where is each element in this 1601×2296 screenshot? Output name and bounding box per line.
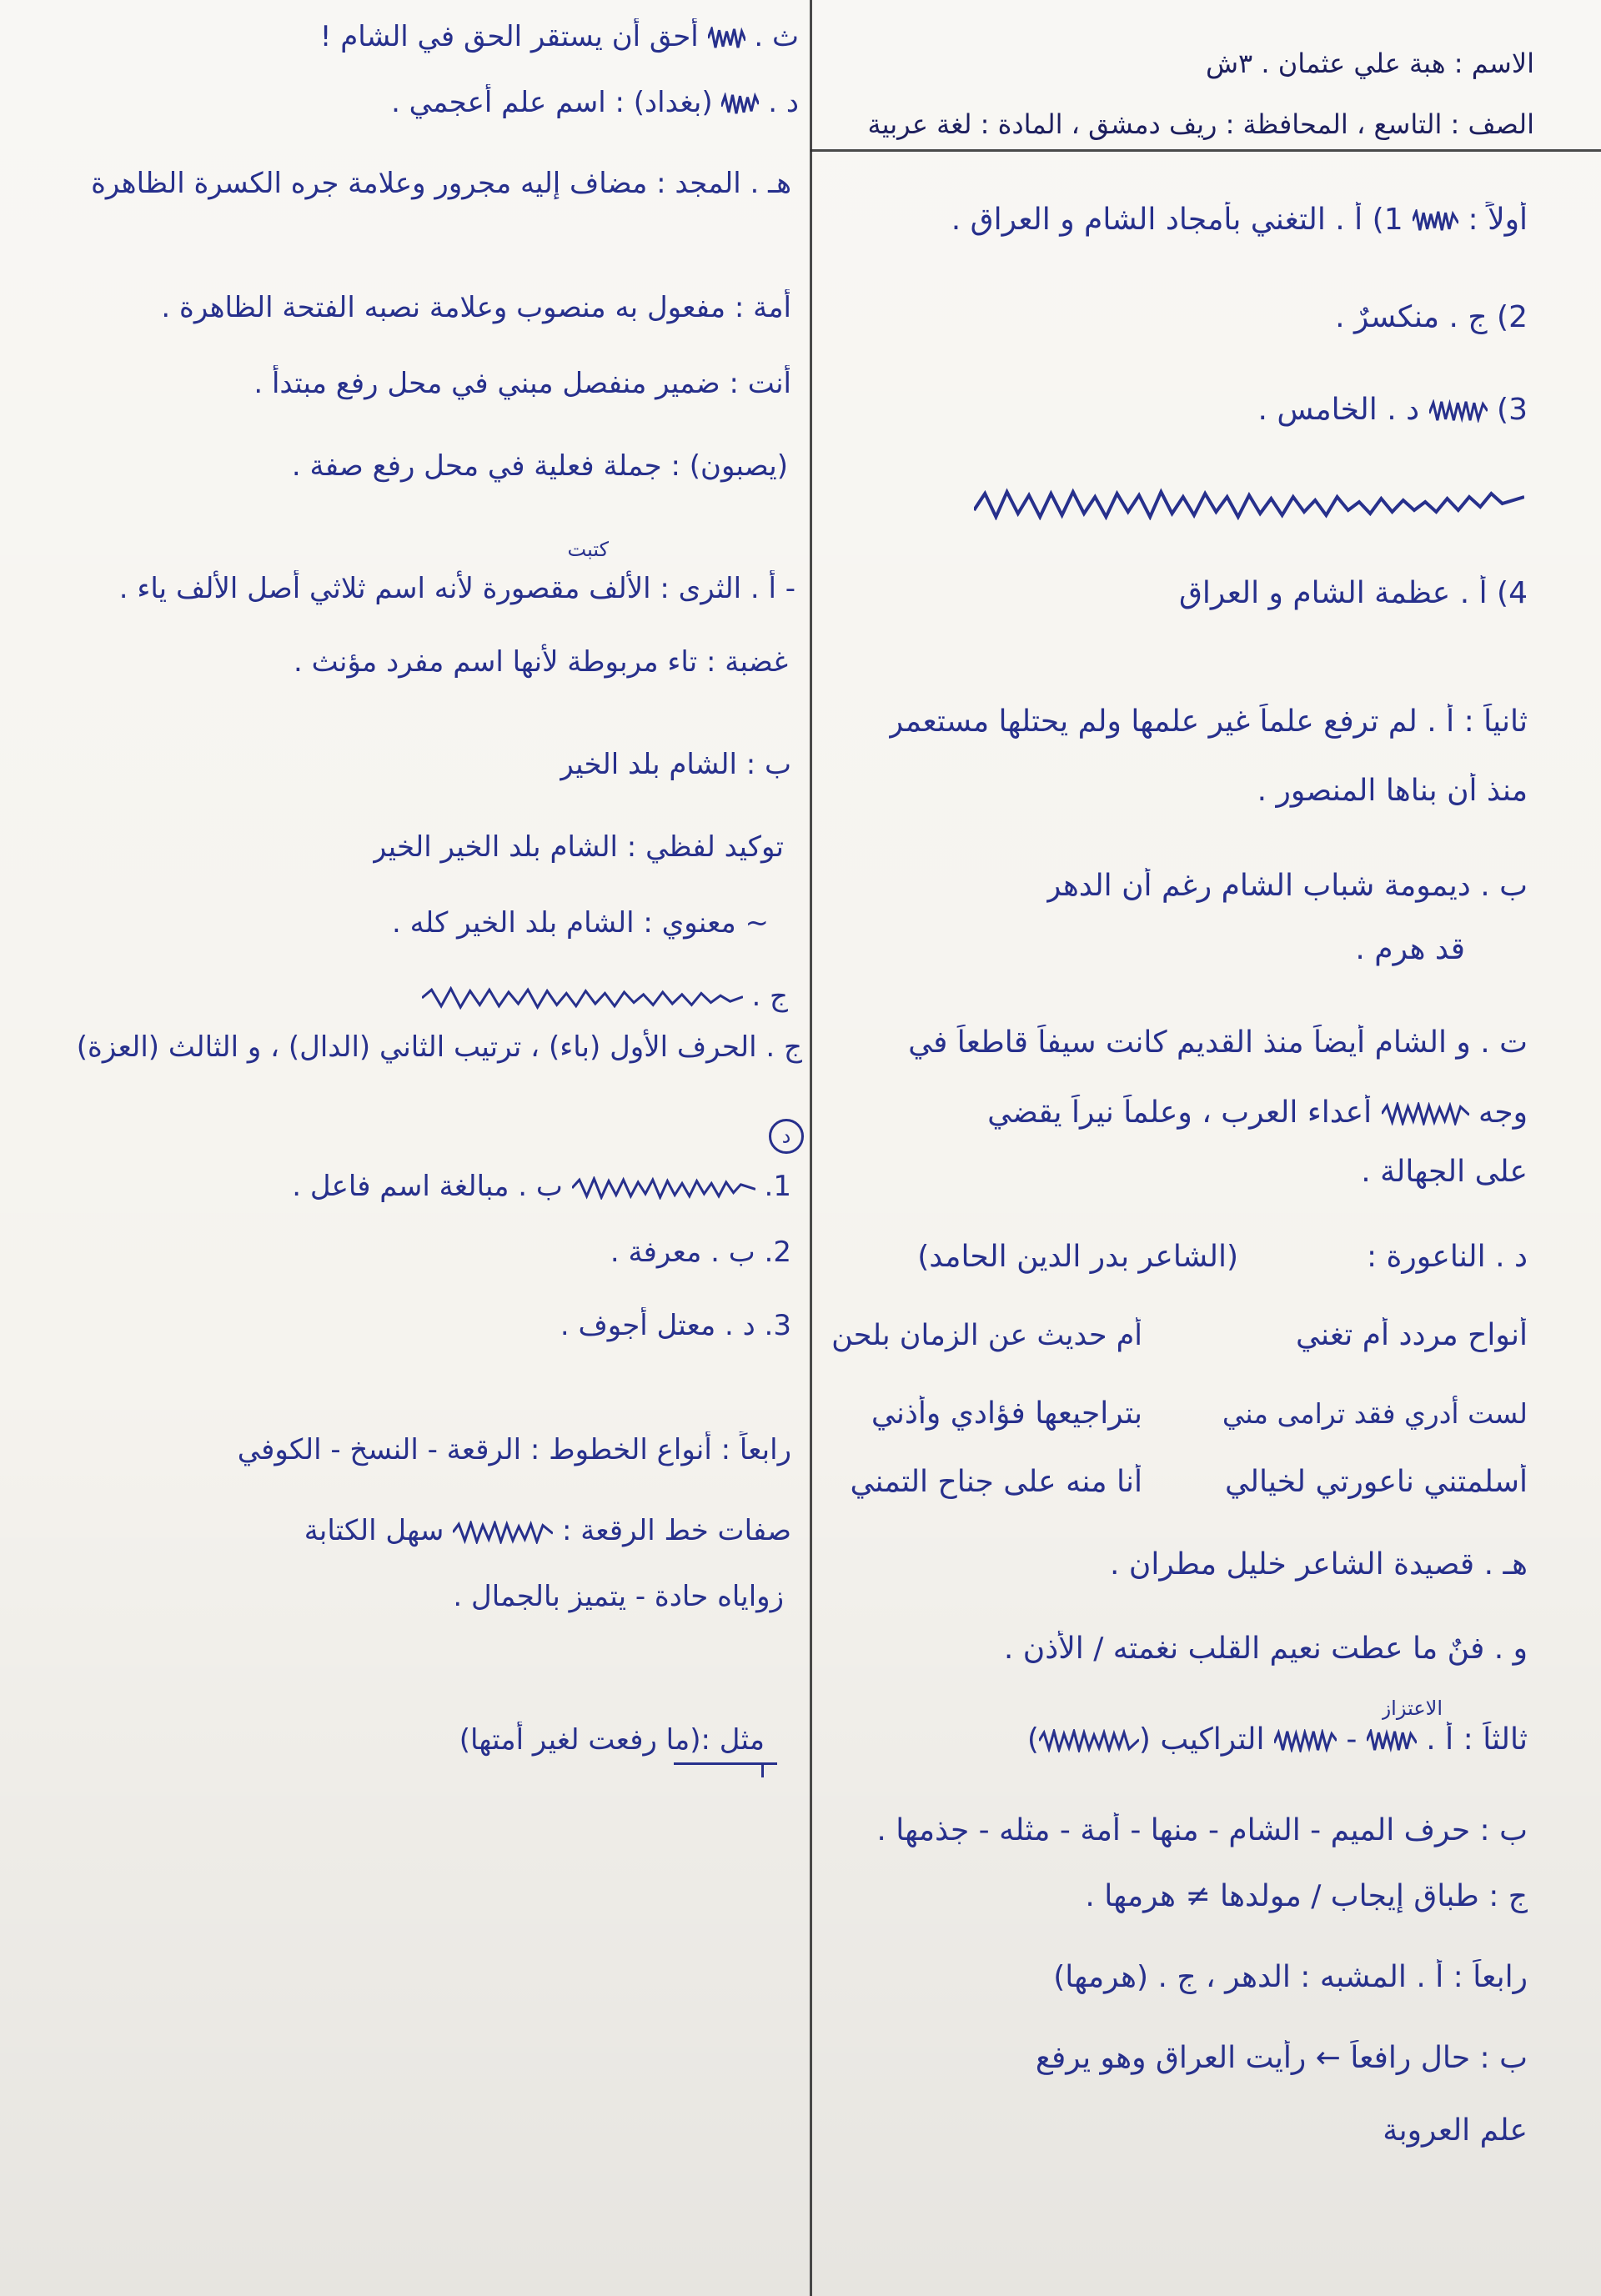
poem-verse-2-second-hemistich: بتراجيعها فؤادي وأذني (871, 1396, 1142, 1431)
answer-text: سهل الكتابة (304, 1514, 444, 1547)
answer-left-b: ب : الشام بلد الخير (560, 748, 791, 781)
answer-q4-b-line1: ب : حال رافعاً ← رأيت العراق وهو يرفع (1035, 2041, 1528, 2075)
answer-q2-b-line1: ب . ديمومة شباب الشام رغم أن الدهر (1046, 869, 1528, 903)
item-label: د . (768, 86, 799, 119)
paren-close: ) (1026, 1722, 1039, 1757)
header-underline (811, 149, 1601, 152)
answer-q1-4: 4) أ . عظمة الشام و العراق (1178, 576, 1528, 610)
crossed-out-scribble (453, 1521, 553, 1544)
crossed-out-line (974, 487, 1524, 520)
answer-q2-t-line3: على الجهالة . (1361, 1155, 1528, 1189)
answer-q1-2: 2) ج . منكسرٌ . (1335, 300, 1528, 334)
poem-verse-2-first-hemistich: لست أدري فقد ترامى مني (1222, 1397, 1528, 1430)
paren-open: ( (1138, 1722, 1151, 1757)
poem-verse-3-first-hemistich: أسلمتني ناعورتي لخيالي (1224, 1465, 1528, 1499)
poem-verse-1-first-hemistich: أنواح مردد أم تغني (1296, 1318, 1528, 1352)
answer-text: أحق أن يستقر الحق في الشام ! (319, 20, 699, 53)
section-label: أولاً : (1468, 203, 1528, 237)
answer-text: أعداء العرب ، وعلماً نيراً يقضي (987, 1095, 1373, 1130)
crossed-out-scribble (422, 986, 743, 1010)
answer-q3-b: ب : حرف الميم - الشام - منها - أمة - مثله - جذمها . (876, 1813, 1528, 1847)
answer-q2-w: و . فنٌ ما عطت نعيم القلب نغمته / الأذن . (1003, 1632, 1528, 1666)
answer-q1-3 (1258, 392, 1528, 429)
student-name: الاسم : هبة علي عثمان . ٣ش (1205, 48, 1534, 79)
answer-q4-b-line2: علم العروبة (1383, 2113, 1528, 2148)
answer-left-thara: - أ . الثرى : الألف مقصورة لأنه اسم ثلاثي أصل الألف ياء . (118, 572, 795, 605)
answer-q2-h: هـ . قصيدة الشاعر خليل مطران . (1110, 1547, 1528, 1582)
answer-left-manawi: ~ معنوي : الشام بلد الخير كله . (391, 906, 769, 940)
answer-left-ghadba: غضبة : تاء مربوطة لأنها اسم مفرد مؤنث . (294, 645, 788, 679)
section-label: ثالثاً : أ . (1426, 1722, 1528, 1757)
answer-q4-a: رابعاً : أ . المشبه : الدهر ، ج . (هرمها) (1053, 1960, 1528, 1994)
answer-q2-b-line2: قد هرم . (1355, 932, 1465, 966)
answer-left-h: هـ . المجد : مضاف إليه مجرور وعلامة جره الكسرة الظاهرة (91, 167, 791, 200)
answer-left-1 (292, 1168, 791, 1205)
poem-verse-1-second-hemistich: أم حديث عن الزمان بلحن (831, 1319, 1142, 1352)
answer-q2-d-label: د . الناعورة : (1366, 1240, 1528, 1274)
item-number: 1. (764, 1170, 791, 1203)
answer-q3-above-word: الاعتزاز (1381, 1697, 1443, 1720)
answer-left-anta: أنت : ضمير منفصل مبني في محل رفع مبتدأ . (253, 367, 791, 400)
crossed-out-scribble (721, 93, 759, 116)
answer-text: التراكيب (1160, 1722, 1265, 1757)
answer-left-sifat (304, 1512, 791, 1549)
answer-left-th (320, 18, 799, 55)
underline-mark (674, 1762, 777, 1780)
answer-text: وجه (1478, 1095, 1528, 1130)
answer-q3-example: مثل :(ما رفعت لغير أمتها) (459, 1723, 765, 1757)
answer-q1-1 (951, 202, 1528, 238)
column-divider (810, 0, 812, 2296)
answer-text: ب . مبالغة اسم فاعل . (292, 1170, 563, 1203)
crossed-out-scribble (1274, 1729, 1337, 1752)
answer-q2-a-line1: ثانياً : أ . لم ترفع علماً غير علمها ولم يحتلها مستعمر (888, 704, 1528, 739)
crossed-out-scribble (1367, 1729, 1417, 1752)
crossed-out-scribble (1039, 1729, 1139, 1752)
poem-verse-3-second-hemistich: أنا منه على جناح التمني (850, 1465, 1142, 1499)
student-info: الصف : التاسع ، المحافظة : ريف دمشق ، المادة : لغة عربية (867, 108, 1534, 140)
answer-text: 1) أ . التغني بأمجاد الشام و العراق . (951, 203, 1403, 237)
answer-text: صفات خط الرقعة : (561, 1514, 791, 1547)
answer-left-above-word: كتبت (567, 538, 609, 561)
crossed-out-scribble (1382, 1102, 1469, 1125)
answer-left-tawkid: توكيد لفظي : الشام بلد الخير الخير (372, 830, 784, 864)
crossed-out-scribble (708, 27, 745, 50)
dash: - (1346, 1722, 1358, 1757)
answer-left-2: 2. ب . معرفة . (610, 1236, 791, 1269)
answer-q3-a (1027, 1722, 1528, 1758)
answer-q2-t-line1: ت . و الشام أيضاً منذ القديم كانت سيفاً قاطعاً في (908, 1025, 1528, 1060)
answer-left-yasubbun: (يصبون) : جملة فعلية في محل رفع صفة . (291, 449, 788, 483)
answer-left-r4: رابعاً : أنواع الخطوط : الرقعة - النسخ - الكوفي (237, 1433, 791, 1466)
answer-left-d (391, 84, 799, 121)
answer-left-3: 3. د . معتل أجوف . (560, 1309, 791, 1342)
item-number: 3) (1497, 393, 1528, 427)
answer-text: د . الخامس . (1257, 393, 1420, 427)
crossed-out-scribble (1413, 209, 1458, 233)
answer-q3-j: ج : طباق إيجاب / مولدها ≠ هرمها . (1085, 1879, 1528, 1913)
answer-left-umma: أمة : مفعول به منصوب وعلامة نصبه الفتحة الظاهرة . (161, 291, 791, 324)
crossed-out-scribble (572, 1176, 755, 1200)
answer-text: (بغداد) : اسم علم أعجمي . (391, 86, 713, 119)
answer-q2-d-poet: (الشاعر بدر الدين الحامد) (917, 1240, 1238, 1274)
item-label: ج . (751, 980, 788, 1013)
answer-left-crossed-line (422, 978, 788, 1015)
answer-q2-t-line2 (987, 1095, 1528, 1131)
answer-left-zawaya: زواياه حادة - يتميز بالجمال . (453, 1580, 784, 1613)
answer-q2-a-line2: منذ أن بناها المنصور . (1257, 774, 1528, 808)
crossed-out-scribble (1429, 399, 1488, 423)
circled-item-label: د (769, 1119, 804, 1154)
item-label: ث . (754, 20, 799, 53)
answer-left-j: ج . الحرف الأول (باء) ، ترتيب الثاني (الدال) ، و الثالث (العزة) (76, 1030, 802, 1064)
